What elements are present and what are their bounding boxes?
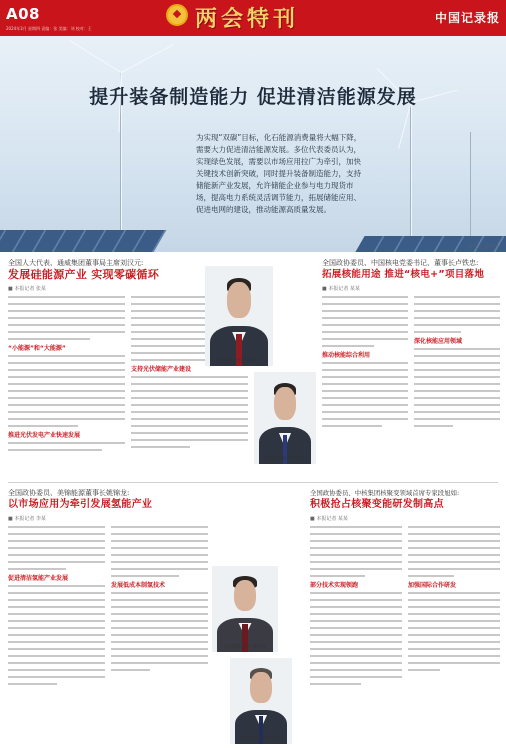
article-column — [8, 296, 125, 456]
article-column — [310, 526, 402, 690]
article-duan-xuru — [310, 488, 500, 690]
turbine-blade — [70, 40, 121, 73]
article-byline: ■ 本报记者 张某 — [8, 286, 46, 292]
portrait-caption: 全国政协委员 姚锦龙 — [224, 645, 266, 650]
article-byline: ■ 本报记者 某某 — [322, 286, 360, 292]
article-subhead: 发展低成本制氢技术 — [111, 582, 166, 589]
article-columns — [322, 296, 500, 432]
portrait-liu-hanyuan — [205, 266, 273, 366]
lead-paragraph: 为实现“双碳”目标，化石能源消费量将大幅下降，需要大力促进清洁能源发展。多位代表委员认为，实现绿色发展，需要以市场应用拉广为牵引，加快关键技术创新突破，同时提升装备制造能力，支持储能新产业发展，允许储能企业参与电力现货市场，提高电力系统灵活调节能力，拓展储能应用、促进电网的建设，推动能源高质量发展。 — [196, 133, 362, 214]
portrait-caption: 全国政协委员 卢铁忠 — [264, 457, 306, 462]
article-kicker: 全国政协委员、中核集团核聚变领域首席专家段旭如: — [310, 489, 460, 497]
article-subhead: 深化核能应用领域 — [414, 338, 463, 345]
article-column — [322, 296, 408, 432]
article-subhead: 部分技术实现领跑 — [310, 582, 359, 589]
portrait-caption: 全国政协委员 段旭如 — [240, 737, 282, 742]
article-subhead: 支持光伏储能产业建设 — [131, 366, 192, 373]
main-headline: 提升装备制造能力 促进清洁能源发展 — [89, 86, 417, 108]
article-title: 积极抢占核聚变能研发制高点 — [310, 499, 444, 510]
portrait-caption: 全国人大代表 刘汉元 — [218, 359, 260, 364]
portrait-lu-tiezhong — [254, 372, 316, 464]
page-header — [0, 0, 506, 36]
section-divider — [8, 482, 498, 483]
article-kicker: 全国政协委员、美锦能源董事长姚锦龙: — [8, 489, 130, 497]
wind-turbine-icon — [470, 132, 471, 252]
solar-panels — [0, 230, 166, 252]
article-kicker: 全国政协委员、中国核电党委书记、董事长卢铁忠: — [322, 259, 479, 267]
article-column — [111, 526, 208, 690]
article-column — [8, 526, 105, 690]
portrait-duan-xuru — [230, 658, 292, 744]
national-emblem-icon — [166, 4, 188, 26]
article-subhead: “小能源”和“大能源” — [8, 345, 66, 352]
article-kicker: 全国人大代表、通威集团董事局主席刘汉元: — [8, 259, 144, 267]
article-title: 以市场应用为牵引发展氢能产业 — [8, 499, 153, 510]
newspaper-name: 中国记录报 — [434, 11, 500, 25]
photo-credit: 视觉中国供图 — [467, 244, 498, 250]
article-subhead: 促进清洁氢能产业发展 — [8, 575, 69, 582]
article-title: 发展硅能源产业 实现零碳循环 — [8, 268, 160, 281]
article-title: 拓展核能用途 推进“核电+”项目落地 — [322, 269, 485, 280]
article-byline: ■ 本报记者 李某 — [8, 516, 46, 522]
page-number: A08 — [6, 5, 40, 23]
article-subhead: 推进光伏发电产业快速发展 — [8, 432, 81, 439]
turbine-blade — [121, 44, 174, 73]
article-columns — [8, 526, 208, 690]
article-subhead: 加强国际合作研发 — [408, 582, 457, 589]
article-columns — [310, 526, 500, 690]
hero-image — [0, 36, 506, 252]
article-subhead: 推动核能综合利用 — [322, 352, 371, 359]
article-lu-tiezhong — [322, 258, 500, 432]
section-title: 两会特刊 — [195, 6, 300, 32]
portrait-yao-jinlong — [212, 566, 278, 652]
article-byline: ■ 本报记者 某某 — [310, 516, 348, 522]
wind-turbine-icon — [410, 102, 412, 252]
article-yao-jinlong — [8, 488, 208, 690]
article-column — [414, 296, 500, 432]
article-column — [408, 526, 500, 690]
edition-info: 2024年3月 星期四 责编：张 美编：刘 校对：王 — [6, 26, 92, 31]
